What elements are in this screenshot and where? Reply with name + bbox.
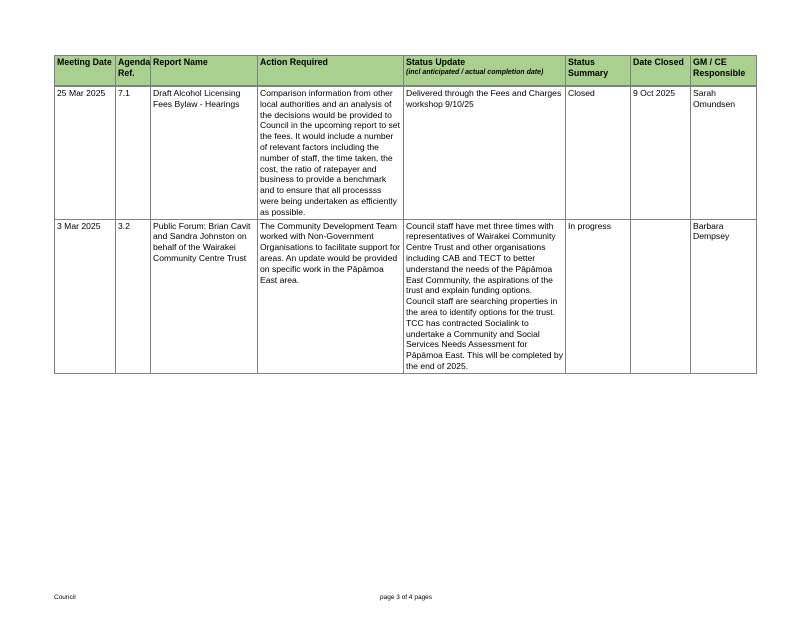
cell-status-summary: Closed (566, 86, 631, 219)
table-header-row (55, 56, 757, 87)
cell-report-name: Public Forum: Brian Cavit and Sandra Johnston on behalf of the Wairakei Community Centre Trust (151, 219, 258, 373)
header-status-summary: Status Summary (566, 56, 631, 87)
cell-status-summary: In progress (566, 219, 631, 373)
cell-action-required: The Community Development Team worked with Non-Government Organisations to facilitate support for areas. An update would be provided on specific work in the Pāpāmoa East area. (258, 219, 404, 373)
cell-responsible: Barbara Dempsey (691, 219, 757, 373)
cell-date-closed: 9 Oct 2025 (631, 86, 691, 219)
cell-responsible: Sarah Omundsen (691, 86, 757, 219)
header-status-update-sub: (incl anticipated / actual completion date) (406, 68, 544, 76)
header-meeting-date: Meeting Date (55, 56, 116, 87)
table-row (55, 219, 757, 373)
cell-meeting-date: 25 Mar 2025 (55, 86, 116, 219)
cell-agenda-ref: 7.1 (116, 86, 151, 219)
cell-meeting-date: 3 Mar 2025 (55, 219, 116, 373)
cell-date-closed (631, 219, 691, 373)
cell-agenda-ref: 3.2 (116, 219, 151, 373)
header-status-update: Status Update (incl anticipated / actual completion date) (404, 56, 566, 87)
footer-organisation: Council (54, 594, 76, 601)
table-row (55, 86, 757, 219)
header-date-closed: Date Closed (631, 56, 691, 87)
header-agenda-ref: Agenda Ref. (116, 56, 151, 87)
action-tracking-table (54, 55, 757, 374)
cell-action-required: Comparison information from other local authorities and an analysis of the decisions would be provided to Council in the upcoming report to set the fees. It would include a number of relevant factors including the number of staff, the time taken, the cost, the ratio of ratepayer and business to provide a benchmark and to ensure that all processss were being undertaken as efficiently as possible. (258, 86, 404, 219)
cell-report-name: Draft Alcohol Licensing Fees Bylaw - Hearings (151, 86, 258, 219)
header-action-required: Action Required (258, 56, 404, 87)
header-report-name: Report Name (151, 56, 258, 87)
header-responsible: GM / CE Responsible (691, 56, 757, 87)
cell-status-update: Council staff have met three times with representatives of Wairakei Community Centre Trust and other organisations including CAB and TECT to better understand the needs of the Pāpāmoa East Community, the aspirations of the trust and explain funding options. Council staff are searching properties in the area to identify options for the trust. TCC has contracted Socialink to undertake a Community and Social Services Needs Assessment for Pāpāmoa East. This will be completed by the end of 2025. (404, 219, 566, 373)
cell-status-update: Delivered through the Fees and Charges workshop 9/10/25 (404, 86, 566, 219)
footer-page-number: page 3 of 4 pages (380, 594, 433, 601)
